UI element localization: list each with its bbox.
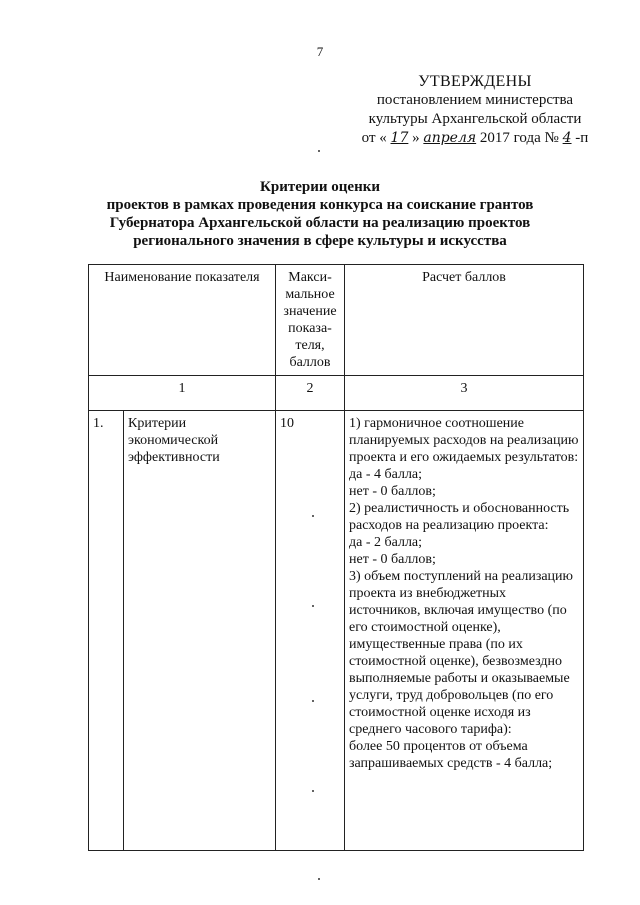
approval-date-line: [360, 129, 590, 148]
column-numbering-row: [89, 376, 584, 411]
calc-line: да - 2 балла;: [349, 535, 423, 550]
date-mid: »: [412, 130, 420, 146]
date-month: апреля: [423, 130, 477, 146]
header-calc: Расчет баллов: [345, 265, 584, 376]
criteria-table: [88, 264, 584, 851]
row-calculation: [345, 411, 584, 851]
page-number: 7: [316, 44, 324, 59]
calc-line: да - 4 балла;: [349, 467, 423, 482]
calc-line: 1) гармоничное соотношение планируемых расходов на реализацию проекта и его ожидаемых результатов:: [349, 416, 579, 465]
title-line-3: Губернатора Архангельской области на реализацию проектов: [109, 215, 531, 231]
calc-line: нет - 0 баллов;: [349, 552, 436, 567]
scan-speck: [312, 790, 314, 792]
row-max-value: 10: [276, 411, 345, 851]
date-day: 17: [390, 130, 409, 146]
column-number-1: 1: [89, 376, 276, 411]
date-year: 2017 года №: [479, 130, 559, 146]
calc-line: нет - 0 баллов;: [349, 484, 436, 499]
calc-line: 2) реалистичность и обоснованность расходов на реализацию проекта:: [349, 501, 570, 533]
row-number: 1.: [89, 411, 124, 851]
approval-line-2: культуры Архангельской области: [368, 111, 582, 127]
scan-speck: [318, 150, 320, 152]
document-title: [60, 178, 580, 250]
scan-speck: [318, 878, 320, 880]
approval-stamp: [360, 72, 590, 148]
table-row: [89, 411, 584, 851]
title-line-1: Критерии оценки: [260, 179, 380, 195]
header-name: Наименование показателя: [89, 265, 276, 376]
header-max: Макси-мальное значение показа-теля, баллов: [276, 265, 345, 376]
table-header-row: [89, 265, 584, 376]
decree-suffix: -п: [575, 130, 589, 146]
column-number-3: 3: [345, 376, 584, 411]
scan-speck: [312, 515, 314, 517]
row-indicator-name: Критерии экономической эффективности: [124, 411, 276, 851]
title-line-2: проектов в рамках проведения конкурса на соискание грантов: [106, 197, 534, 213]
date-prefix: от «: [361, 130, 387, 146]
title-line-4: регионального значения в сфере культуры и искусства: [133, 233, 507, 249]
approval-heading: УТВЕРЖДЕНЫ: [418, 73, 532, 90]
column-number-2: 2: [276, 376, 345, 411]
scan-speck: [312, 605, 314, 607]
scan-speck: [312, 700, 314, 702]
approval-line-1: постановлением министерства: [376, 92, 574, 108]
calc-line: более 50 процентов от объема запрашиваемых средств - 4 балла;: [349, 739, 553, 771]
decree-number: 4: [562, 130, 572, 146]
calc-line: 3) объем поступлений на реализацию проекта из внебюджетных источников, включая имущество (по его стоимостной оценке), имущественные права (по их стоимостной оценке), безвозмездно выполняемые работы и оказываемые услуги, труд добровольцев (по его стоимостной оценке исходя из среднего часового тарифа):: [349, 569, 573, 737]
